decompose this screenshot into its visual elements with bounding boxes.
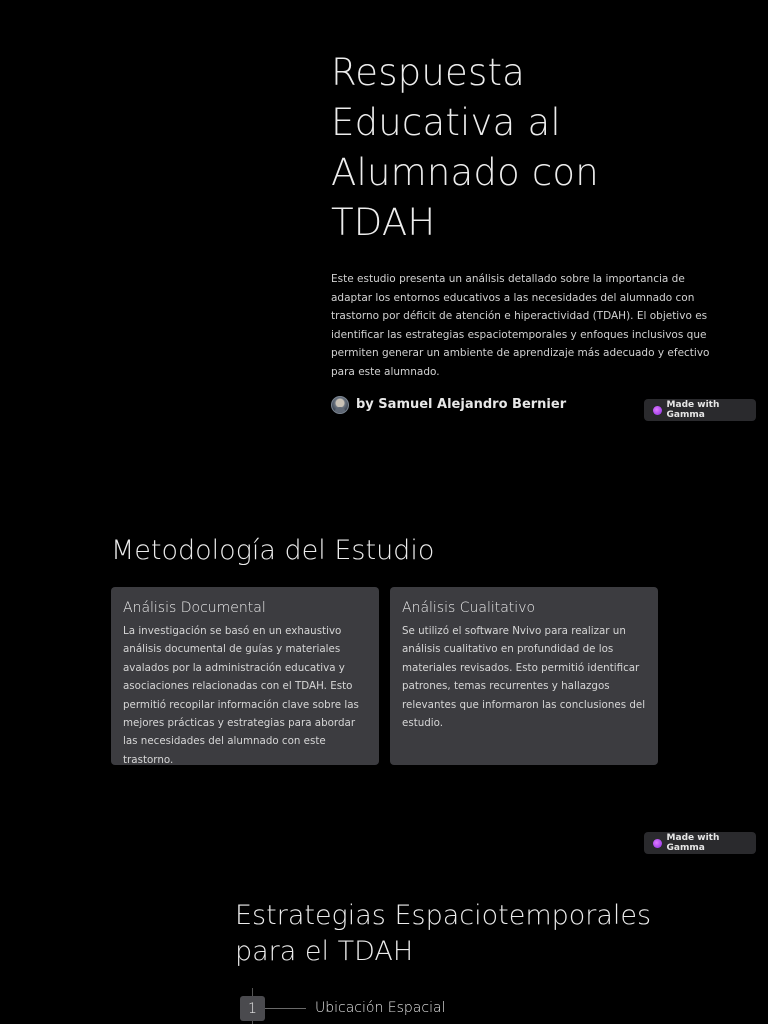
step-label: Ubicación Espacial [315, 1000, 446, 1016]
intro-paragraph: Este estudio presenta un análisis detallado sobre la importancia de adaptar los entornos educativos a las necesidades del alumnado con trastorno por déficit de atención e hiperactividad (TDAH). El objetivo es identificar las estrategias espaciotemporales y enfoques inclusivos que permiten generar un ambiente de aprendizaje más adecuado y efectivo para este alumnado. [331, 273, 710, 378]
badge-label: Made with Gamma [666, 400, 720, 420]
title-line: Respuesta [331, 51, 526, 94]
card-text: La investigación se basó en un exhaustivo análisis documental de guías y materiales avalados por la administración educativa y asociaciones relacionadas con el TDAH. Esto permitió recopilar información clave sobre las mejores prácticas y estrategias para abordar las necesidades del alumnado con este trastorno. [123, 625, 359, 766]
card-documental-analysis [111, 587, 379, 765]
methodology-title: Metodología del Estudio [111, 535, 435, 566]
title-section [331, 48, 731, 414]
avatar[interactable] [331, 396, 349, 414]
card-title: Análisis Documental [123, 600, 266, 616]
page-title [331, 48, 731, 248]
badge-label: Made with Gamma [666, 833, 720, 853]
title-line: Educativa al [331, 101, 561, 144]
title-line: Alumnado con [331, 151, 599, 194]
author-name[interactable]: by Samuel Alejandro Bernier [356, 397, 567, 413]
step-number-badge: 1 [240, 996, 265, 1021]
card-text: Se utilizó el software Nvivo para realizar un análisis cualitativo en profundidad de los materiales revisados. Esto permitió identificar patrones, temas recurrentes y hallazgos relevantes que informaron las conclusiones del estudio. [402, 625, 646, 730]
title-line: TDAH [331, 201, 436, 244]
gamma-logo-icon [653, 406, 662, 415]
card-title: Análisis Cualitativo [402, 600, 536, 616]
gamma-logo-icon [653, 839, 662, 848]
made-with-gamma-badge[interactable] [644, 832, 756, 854]
strategies-title: Estrategias Espaciotemporales para el TDAH [235, 900, 652, 967]
step-connector [265, 1008, 306, 1009]
card-qualitative-analysis [390, 587, 658, 765]
made-with-gamma-badge[interactable] [644, 399, 756, 421]
